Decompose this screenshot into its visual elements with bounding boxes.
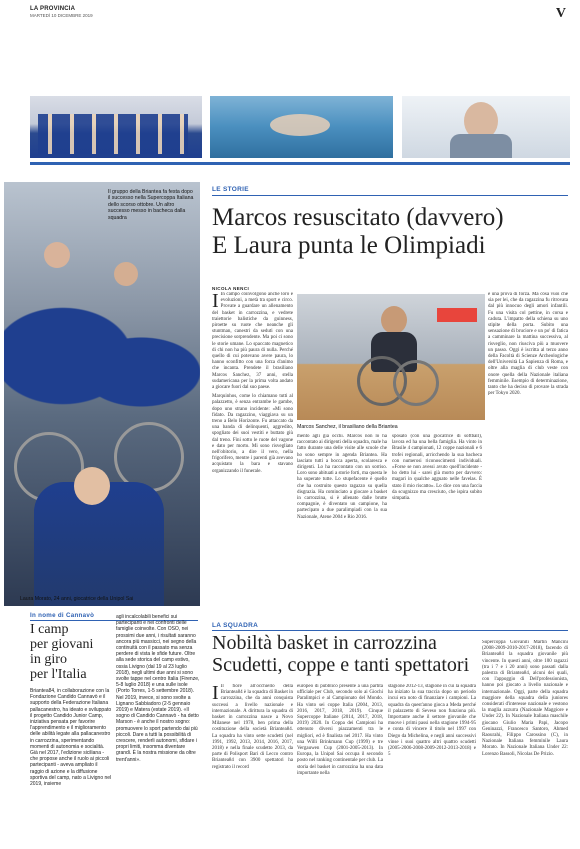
- story2-column-4: Supercoppa Giovanili Martin Mancini (2008-2009-2010-2017-2018), facendo di Briantea84 la squadra giovanile più vincente. In questi anni, oltre 100 ragazzi (tra i 7 e i 20 anni) sono passati dalla palestra di Briantea84, alcuni dei quali, con l'appoggio di Dell'professionista, hanno poi giocato a livello nazionale e internazionale. Oggi, parte della squadra maggiore della squadra della juniores considerati d'interesse nazionale e vestono la maglia azzurra (Nazionale Maggiore e Under 22). In Nazionale Italiana maschile giocano Giulio Maria Papi, Jacopo Geninazzi, Francesco Santoro, Ahmed Raourahi, Filippo Carossino (C), in Nazionale Italiana femminile Laura Morato. In Nazionale Italiana Under 22: Lorenzo Bassoli, Nicolas De Prizio.: [482, 640, 568, 757]
- portrait-strip-photo: [402, 96, 570, 158]
- marcos-photo: [297, 294, 485, 420]
- story-headline-line2: E Laura punta le Olimpiadi: [212, 232, 486, 259]
- story2-headline-line1: Nobiltà basket in carrozzina: [212, 632, 437, 654]
- story1-column-4: è una prova di forza. Ma cosa vuoi che sia per lei, che da ragazzina fu ritrovata dal più innocuo degli amori infantili. Fu una visita col pettine, in corsa e caduta. L'impatto della schiena su uno stipite della porta. Subito una sensazione di bruciore e un po' di fatica a camminare la mattina successiva, al risveglio, non riusciva più a muovere un passo. Oggi è iscritta al terzo anno della Facoltà di Scienze Archeologiche dell'Università La Sapienza di Roma, e oltre alla maglia di club veste con onore quella della Nazionale italiana femminile. Esempio di determinazione, tanto che ha deciso di provare la strada per Tokyo 2020.: [488, 292, 568, 397]
- story-kicker: LE STORIE: [212, 186, 249, 193]
- sidebar-column-2: agli incalcolabili benefici sui partecipanti e nei confronti delle famiglie coinvolte. Con OSO, nei prossimi due anni, i risultati saranno ancora più massicci, nei segno della continuità con il passato ma senza perdere di vista le sfide future. Oltre alla sede storica del camp estivo, ossia Livigno (dal 19 al 23 luglio 2018), negli ultimi due anni si sono svolte tappe nel centro Italia (Firenze, 5-8 luglio 2018) e una sulle isole (Porto Torres, 1-5 settembre 2018). Nel 2019, invece, si sono svolte a Lignano Sabbiadoro (2-5 gennaio 2019) e Matera (estate 2019). «Il sogno di Candido Cannavò - ha detto Marson - è anche il nostro sogno: promuovere lo sport partendo dai più piccoli. Dare a tutti la possibilità di crescere, renderli autonomi, sfidare i propri limiti, insomma diventare grandi. È la nostra missione da oltre trent'anni».: [116, 614, 200, 763]
- photo-caption-marcos: Marcos Sanchez, il brasiliano della Briantea: [297, 424, 398, 430]
- top-accent-bar: [30, 162, 570, 165]
- story-headline-line1: Marcos resuscitato (davvero): [212, 204, 504, 231]
- kicker-rule: [212, 195, 568, 196]
- masthead: [8, 6, 572, 24]
- story2-column-3: stagione 2012-13, stagione in cui la squadra ha iniziato la sua traccia dopo un periodo incui era noto di finanziare i campioni. La squadra da quest'anno gioca a Meda perché il palazzetto di Seveso non funziona più. Importante anche il settore giovanile che muove i primi passi nella stagione 1994-95 e conta di vincere il titolo nel 1997 con Diego da Michelina, e negli anni successivi vinse i suoi quattro altri quattro scudetti (2005-2006-2008-2009-2012-2013-2018) e 5: [388, 684, 476, 758]
- story1-column-2: mento agli già occhi. Marcos non lo ha raccontato ai dirigenti della squadra, male ha fatto durante una delle visite alle scuole che ho sono sempre in agenda Briantea. Ha lasciato tutti a bocca aperta, scolaresca e dirigenti. Lo ha raccontato con un sorriso. Loro sono abituati a storie forti, ma questa le ha superate tutte. Lo stupefacente è quello che ha costruito questo ragazzo su quella disgrazia. Ha cominciato a giocare a basket in carrozzina, si è allenato dalle brutte compagnie, è diventato un campione, ha partecipato a due paralimpiadi con la sua Nazionale, Atene 2004 e Rio 2016.: [297, 434, 387, 520]
- top-photo-strip: [30, 96, 570, 158]
- section-letter: V: [555, 6, 566, 21]
- publication-date: MARTEDÌ 10 DICEMBRE 2019: [30, 13, 93, 18]
- sidebar-headline-4: per l'Italia: [30, 667, 87, 682]
- story2-rule: [212, 630, 568, 631]
- sidebar-headline-1: I camp: [30, 622, 69, 637]
- story2-dropcap: I: [212, 684, 219, 704]
- sidebar-headline-2: per giovani: [30, 637, 94, 652]
- photo-caption-team: Il gruppo della Briantea fa festa dopo il successo nella Supercoppa Italiana dello scorso ottobre. Un altro successo messo in bacheca dalla squadra: [108, 189, 194, 221]
- team-celebration-photo: [4, 182, 200, 606]
- sidebar-column-1: Briantea84, in collaborazione con la Fondazione Candido Cannavò e il supporto della Federazione Italiana pallacanestro, ha ideato e sviluppato il progetto Candido Junior Camp, iniziativa pensata per favorire l'apprendimento e il miglioramento delle abilità legate alla pallacanestro in carrozzina, sperimentando momenti di autonomia e socialità. Già nel 2017, l'edizione siciliana - che propose anche il ruolo ai piccoli partecipanti - aveva ampliato il raggio di azione e la diffusione sportiva del camp, nato a Livigno nel 2019, insieme: [30, 688, 112, 788]
- sidebar-headline-3: in giro: [30, 652, 67, 667]
- story1-column-3: sposato (con una giocatrice di softball), lavora ed ha una bella famiglia. Ha vinto in Brasile 4 campionati, 12 coppe nazionali e 6 trofei regionali, arricchendo la sua bacheca con numerosi riconoscimenti individuali. «Forse se non avessi avuto quell'incidente - ho detto lui - sarei già morto per davvero: magari in qualche agguato nelle favelas. È stato il mio riscatto». Lo dice con una faccia da scugnizzo ma cresciuto, che ispira subito simpatia.: [392, 434, 482, 502]
- photo-caption-laura: Laura Morato, 24 anni, giocatrice della Unipol Sai: [20, 596, 134, 602]
- pool-strip-photo: [210, 96, 393, 158]
- story1-col1-text: In campo coinvolgono anche loro e evoluzioni, a metà tra sport e circo. Provate a guardare un allenamento del basket in carrozzina, e vedrete traiettorie balistiche da guinness, piroette su ruote che neanche gli stuntman, canestri da seduti con una precisione sorprendente. Ma poi ci sono le storie umane. Lo spaccato magnetico di chi non ha più paura di nulla. Perché quello di cui potevano avere paura, lo hanno sconfitto con una forza d'animo che incanta. Prendete il brasiliano Marcos Sanchez, 37 anni, stella sudamericana per la prima volta andato a giocare fuori dal suo paese.: [212, 292, 293, 391]
- story2-column-2: europeo di pubblico presente a una partita ufficiale per Club, secondo solo ai Giochi Paralimpici e al Campionato del Mondo. Ha vinto sei coppe Italia (2004, 2013, 2016, 2017, 2018, 2019). Cinque Supercoppe Italiane (2014, 2017, 2018, 2019) 2020. In Coppa dei Campioni ha ottenuto diversi piazzamenti tra le migliori, ed è finalista nel 2017. Ha vinto una Willi Brinkmann Cup (1999) e tre Vergauwen Cup (2001-2005-2013). In Europa, la Unipol Sai occupa il secondo posto nel ranking continentale per club. La storia del basket in carrozzina ha una data importante nella: [297, 684, 383, 776]
- publication-name: LA PROVINCIA: [30, 6, 76, 12]
- story2-col1-text: Il fiore all'occhiello della Briantea84 è la squadra di Basket in carrozzina, che da anni conquista successi a livello nazionale e internazionale. A dirittura la squadra di basket in carrozzina nasce a Novo Milanese nel 1978, ben prima della costituzione della società Briantea84. La squadra ha vinto sette scudetti (nel 1991, 1992, 2013, 2014, 2016, 2017, 2018) e nella finale scudetto 2013, da parte di Polisport Bari di Lecco contro Briantea84 con 3900 spettatori ha registrato il record: [212, 684, 293, 770]
- story2-kicker: LA SQUADRA: [212, 622, 259, 629]
- dropcap: I: [212, 292, 219, 312]
- story-byline: NICOLA NENCI: [212, 286, 250, 291]
- story2-headline-line2: Scudetti, coppe e tanti spettatori: [212, 654, 470, 676]
- story1-col1b-text: Marquinhos, come lo chiamano tutti al palazzetto, è senza entrambe le gambe, dopo uno strano incidente: «Mi sono fidato. Da ragazzino, viaggiava su un treno a Belo Horizonte. Fu attaccato da una banda di delinquenti, aggredito, spogliato dei suoi vestiti e buttato giù dal treno. Fini sotto le ruote del vagone e dato per morto. Mi sono risvegliato nell'obitorio, a dire il vero, nella frigorifero, mentre i parenti già avevano acquistato la bara e stavano organizzando il funerale.: [212, 394, 293, 474]
- story1-column-1: [212, 292, 293, 656]
- team-strip-photo: [30, 96, 202, 158]
- sidebar-kicker: In nome di Cannavò: [30, 612, 95, 619]
- story2-column-1: [212, 684, 293, 844]
